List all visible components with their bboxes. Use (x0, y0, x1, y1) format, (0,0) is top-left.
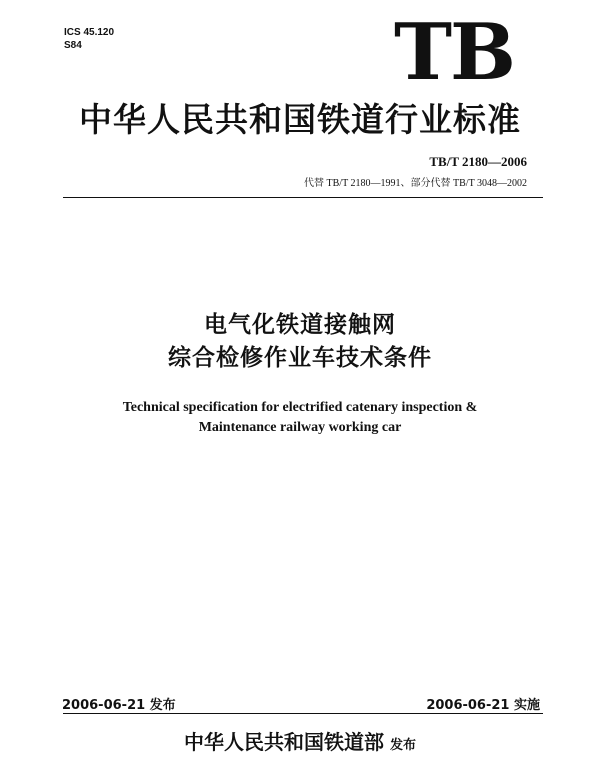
chinese-title (0, 309, 600, 375)
publisher-name: 中华人民共和国铁道部 (183, 730, 384, 754)
classification-code: S84 (64, 40, 82, 51)
publisher-suffix: 发布 (389, 738, 416, 753)
organization-title: 中华人民共和国铁道行业标准 (79, 100, 521, 139)
english-title-line-1: Technical specification for electrified catenary inspection & (122, 400, 478, 415)
footer-divider (63, 713, 543, 714)
chinese-title-line-1: 电气化铁道接触网 (204, 312, 396, 338)
chinese-title-line-2: 综合检修作业车技术条件 (168, 345, 432, 371)
standard-number: TB/T 2180—2006 (429, 154, 527, 169)
ics-number: ICS 45.120 (64, 27, 115, 38)
english-title-line-2: Maintenance railway working car (198, 420, 402, 435)
implementation-date: 2006-06-21 实施 (426, 698, 540, 713)
header-divider (63, 197, 543, 198)
issue-date: 2006-06-21 发布 (62, 698, 176, 713)
english-title (0, 398, 600, 438)
publisher-line (0, 728, 600, 760)
ics-code-block (64, 26, 114, 52)
replaces-note: 代替 TB/T 2180—1991、部分代替 TB/T 3048—2002 (304, 178, 527, 189)
tb-logo: TB (394, 7, 514, 98)
